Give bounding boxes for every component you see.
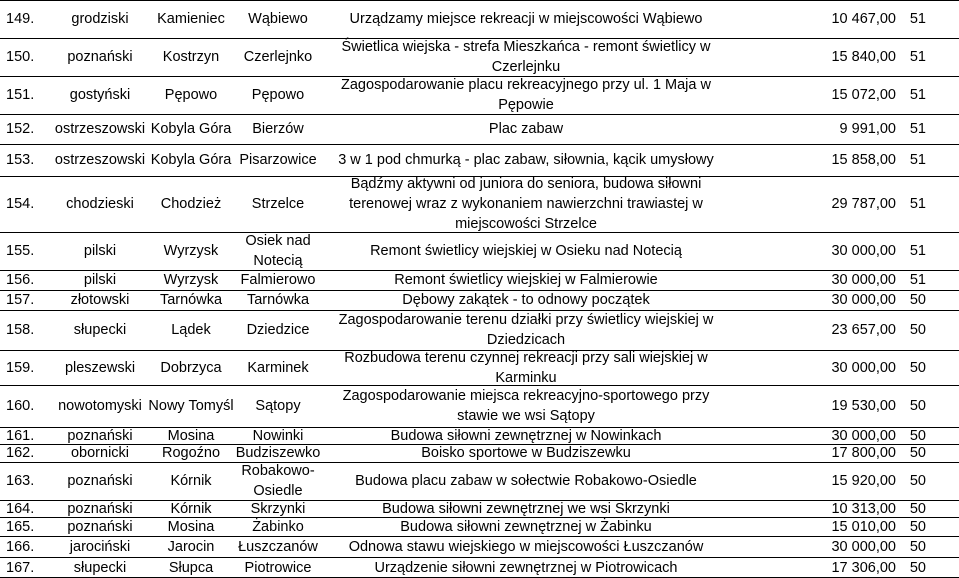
row-number: 159. [6, 359, 35, 376]
amount-cell: 30 000,00 [831, 292, 896, 308]
locality-cell: Żabinko [252, 518, 304, 535]
table-row [0, 76, 959, 114]
locality-cell: Nowinki [252, 427, 304, 444]
table-row [0, 114, 959, 144]
points-cell: 50 [909, 473, 926, 489]
amount-cell: 15 072,00 [831, 87, 896, 103]
locality-cell: Tarnówka [246, 292, 310, 308]
municipality-cell: Dobrzyca [160, 359, 222, 376]
table-row [0, 176, 959, 232]
points-cell: 51 [909, 11, 926, 27]
project-description-cell: Boisko sportowe w Budziszewku [421, 445, 631, 461]
county-cell: chodzieski [66, 196, 134, 212]
table-row [0, 38, 959, 76]
municipality-cell: Kostrzyn [162, 49, 220, 65]
county-cell: pleszewski [64, 359, 136, 376]
points-cell: 51 [909, 49, 926, 65]
project-description-cell: Odnowa stawu wiejskiego w miejscowości Łuszczanów [348, 538, 704, 555]
points-cell: 51 [909, 196, 926, 212]
amount-cell: 17 800,00 [831, 445, 896, 461]
county-cell: gostyński [69, 87, 131, 103]
county-cell: ostrzeszowski [54, 152, 146, 168]
amount-cell: 17 306,00 [831, 559, 896, 576]
project-description-cell: Dębowy zakątek - to odnowy początek [402, 292, 650, 308]
row-number: 164. [6, 500, 35, 517]
points-cell: 50 [909, 500, 926, 517]
amount-cell: 15 840,00 [831, 49, 896, 65]
table-row [0, 385, 959, 427]
municipality-cell: Lądek [171, 322, 211, 338]
locality-cell: Budziszewko [235, 445, 321, 461]
county-cell: poznański [67, 49, 133, 65]
points-cell: 51 [909, 121, 926, 137]
project-description-cell: Rozbudowa terenu czynnej rekreacji przy sali wiejskiej w Karminku [344, 349, 708, 386]
table-row [0, 144, 959, 176]
points-cell: 50 [909, 538, 926, 555]
project-description-cell: Świetlica wiejska - strefa Mieszkańca - remont świetlicy w Czerlejnku [341, 39, 711, 75]
row-number: 160. [6, 398, 35, 414]
project-description-cell: Remont świetlicy wiejskiej w Falmierowie [394, 272, 658, 288]
county-cell: poznański [67, 500, 133, 517]
amount-cell: 29 787,00 [831, 196, 896, 212]
county-cell: jarociński [69, 538, 131, 555]
project-description-cell: Zagospodarowanie miejsca rekreacyjno-sportowego przy stawie we wsi Sątopy [342, 388, 710, 424]
points-cell: 50 [909, 292, 926, 308]
county-cell: słupecki [73, 322, 127, 338]
points-cell: 50 [909, 445, 926, 461]
points-cell: 50 [909, 359, 926, 376]
row-number: 154. [6, 196, 35, 212]
row-number: 165. [6, 518, 35, 535]
amount-cell: 23 657,00 [831, 322, 896, 338]
row-number: 161. [6, 427, 35, 444]
row-number: 167. [6, 559, 35, 576]
project-description-cell: Remont świetlicy wiejskiej w Osieku nad Notecią [370, 243, 682, 259]
municipality-cell: Wyrzysk [163, 272, 219, 288]
row-number: 151. [6, 87, 35, 103]
amount-cell: 30 000,00 [831, 272, 896, 288]
project-description-cell: Urządzenie siłowni zewnętrznej w Piotrowicach [374, 559, 678, 576]
table-row [0, 270, 959, 290]
locality-cell: Osiek nad Notecią [245, 233, 311, 269]
county-cell: poznański [67, 427, 133, 444]
county-cell: złotowski [70, 292, 130, 308]
municipality-cell: Pępowo [164, 87, 218, 103]
points-cell: 51 [909, 87, 926, 103]
municipality-cell: Mosina [167, 427, 215, 444]
locality-cell: Czerlejnko [243, 49, 313, 65]
project-description-cell: Bądźmy aktywni od juniora do seniora, budowa siłowni terenowej wraz z wykonaniem nawierzchni trawiastej w miejscowości Strzelce [349, 176, 703, 232]
municipality-cell: Kórnik [170, 500, 212, 517]
locality-cell: Sątopy [255, 398, 301, 414]
county-cell: poznański [67, 518, 133, 535]
project-description-cell: Plac zabaw [488, 121, 564, 137]
locality-cell: Pisarzowice [239, 152, 317, 168]
row-number: 153. [6, 152, 35, 168]
county-cell: poznański [67, 473, 133, 489]
project-description-cell: Zagospodarowanie placu rekreacyjnego przy ul. 1 Maja w Pępowie [341, 77, 711, 113]
locality-cell: Robakowo-Osiedle [241, 463, 315, 499]
municipality-cell: Chodzież [160, 196, 222, 212]
table-row [0, 290, 959, 310]
municipality-cell: Kobyla Góra [150, 121, 232, 137]
table-row [0, 232, 959, 270]
project-description-cell: Zagospodarowanie terenu działki przy świetlicy wiejskiej w Dziedzicach [338, 312, 714, 348]
locality-cell: Bierzów [252, 121, 304, 137]
municipality-cell: Kobyla Góra [150, 152, 232, 168]
row-number: 158. [6, 322, 35, 338]
locality-cell: Łuszczanów [238, 538, 318, 555]
points-cell: 50 [909, 322, 926, 338]
table-row [0, 557, 959, 578]
locality-cell: Dziedzice [246, 322, 310, 338]
row-number: 155. [6, 243, 35, 259]
amount-cell: 15 920,00 [831, 473, 896, 489]
points-cell: 50 [909, 518, 926, 535]
project-description-cell: Budowa siłowni zewnętrznej w Nowinkach [390, 427, 662, 444]
table-row [0, 444, 959, 462]
locality-cell: Falmierowo [240, 272, 316, 288]
amount-cell: 9 991,00 [839, 121, 896, 137]
county-cell: nowotomyski [58, 398, 142, 414]
locality-cell: Strzelce [251, 196, 305, 212]
county-cell: pilski [83, 272, 117, 288]
amount-cell: 10 313,00 [831, 500, 896, 517]
amount-cell: 10 467,00 [831, 11, 896, 27]
table-row [0, 350, 959, 385]
project-description-cell: 3 w 1 pod chmurką - plac zabaw, siłownia, kącik umysłowy [338, 152, 714, 168]
municipality-cell: Wyrzysk [163, 243, 219, 259]
amount-cell: 15 010,00 [831, 518, 896, 535]
amount-cell: 30 000,00 [831, 359, 896, 376]
points-cell: 50 [909, 559, 926, 576]
county-cell: ostrzeszowski [54, 121, 146, 137]
row-number: 157. [6, 292, 35, 308]
row-number: 149. [6, 11, 35, 27]
municipality-cell: Tarnówka [159, 292, 223, 308]
row-number: 163. [6, 473, 35, 489]
locality-cell: Piotrowice [244, 559, 312, 576]
points-cell: 51 [909, 152, 926, 168]
table-row [0, 517, 959, 536]
project-description-cell: Urządzamy miejsce rekreacji w miejscowości Wąbiewo [349, 11, 703, 27]
municipality-cell: Mosina [167, 518, 215, 535]
row-number: 166. [6, 538, 35, 555]
locality-cell: Pępowo [251, 87, 305, 103]
table-row [0, 427, 959, 444]
table-row [0, 536, 959, 557]
points-cell: 50 [909, 398, 926, 414]
locality-cell: Wąbiewo [248, 11, 308, 27]
project-description-cell: Budowa siłowni zewnętrznej we wsi Skrzynki [382, 500, 670, 517]
table-row [0, 310, 959, 350]
county-cell: słupecki [73, 559, 127, 576]
table-row [0, 0, 959, 38]
row-number: 162. [6, 445, 35, 461]
locality-cell: Skrzynki [250, 500, 306, 517]
locality-cell: Karminek [247, 359, 309, 376]
amount-cell: 19 530,00 [831, 398, 896, 414]
municipality-cell: Rogoźno [161, 445, 221, 461]
amount-cell: 30 000,00 [831, 427, 896, 444]
municipality-cell: Słupca [168, 559, 214, 576]
row-number: 150. [6, 49, 35, 65]
points-cell: 51 [909, 272, 926, 288]
table-row [0, 462, 959, 500]
row-number: 156. [6, 272, 35, 288]
municipality-cell: Kamieniec [157, 11, 225, 27]
county-cell: grodziski [71, 11, 129, 27]
amount-cell: 30 000,00 [831, 538, 896, 555]
municipality-cell: Nowy Tomyśl [148, 398, 234, 414]
table-row [0, 500, 959, 517]
county-cell: pilski [83, 243, 117, 259]
amount-cell: 15 858,00 [831, 152, 896, 168]
project-description-cell: Budowa placu zabaw w sołectwie Robakowo-Osiedle [355, 473, 697, 489]
project-description-cell: Budowa siłowni zewnętrznej w Żabinku [400, 518, 652, 535]
municipality-cell: Jarocin [167, 538, 215, 555]
county-cell: obornicki [70, 445, 130, 461]
points-cell: 51 [909, 243, 926, 259]
amount-cell: 30 000,00 [831, 243, 896, 259]
points-cell: 50 [909, 427, 926, 444]
municipality-cell: Kórnik [170, 473, 212, 489]
row-number: 152. [6, 121, 35, 137]
